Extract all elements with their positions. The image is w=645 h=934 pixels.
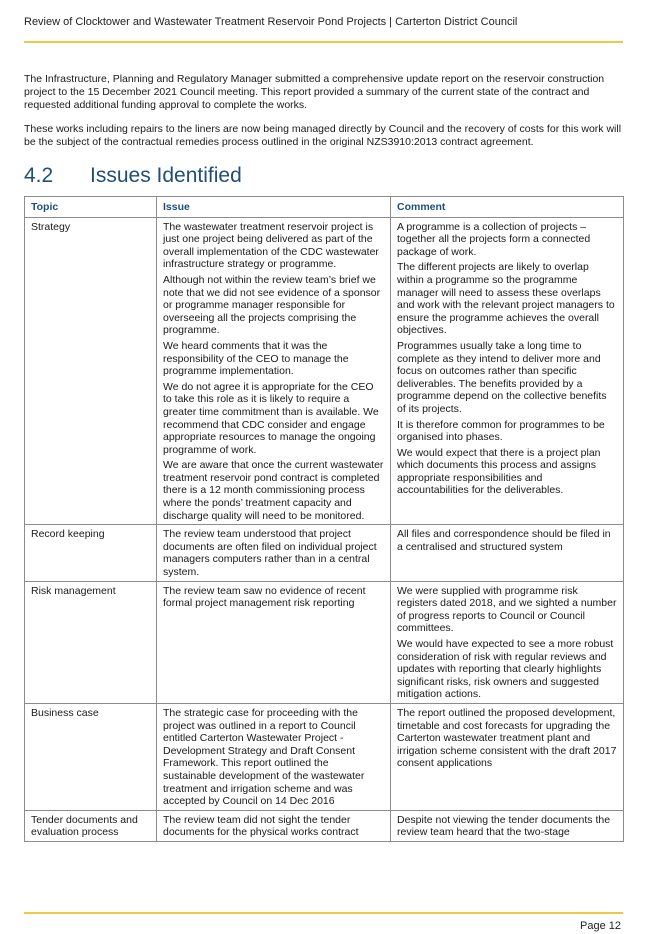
running-header: Review of Clocktower and Wastewater Treatment Reservoir Pond Projects | Carterton District Council [24, 16, 518, 28]
comment-paragraph: We were supplied with programme risk registers dated 2018, and we sighted a number of progress reports to Council or Council committees. [397, 584, 617, 635]
topic-cell: Business case [25, 703, 157, 810]
section-number: 4.2 [24, 164, 54, 187]
issue-cell [157, 217, 391, 525]
issues-table [24, 196, 624, 842]
comment-cell [391, 703, 624, 810]
comment-paragraph: We would expect that there is a project plan which documents this process and assigns appropriate responsibilities and accountabilities for the deliverables. [397, 446, 601, 497]
topic-cell: Tender documents and evaluation process [25, 810, 157, 841]
section-heading [24, 164, 242, 188]
comment-paragraph: All files and correspondence should be filed in a centralised and structured system [397, 528, 611, 553]
section-title: Issues Identified [90, 164, 242, 187]
table-header-row [25, 197, 624, 218]
comment-paragraph: A programme is a collection of projects – together all the projects form a connected package of work. [397, 220, 591, 258]
comment-cell [391, 810, 624, 841]
issue-cell [157, 581, 391, 703]
issue-paragraph: The review team understood that project documents are often filed on individual project managers computers rather than in a central system. [163, 528, 377, 579]
issue-paragraph: The review team did not sight the tender documents for the physical works contract [163, 813, 359, 839]
comment-cell [391, 525, 624, 581]
body-paragraph: These works including repairs to the liners are now being managed directly by Council and the recovery of costs for this work will be the subject of the contractual remedies process outlined in the original NZS3910:2013 contract agreement. [24, 123, 622, 148]
footer-rule [24, 912, 623, 914]
issue-cell [157, 525, 391, 581]
comment-paragraph: Despite not viewing the tender documents the review team heard that the two-stage [397, 813, 611, 839]
issue-paragraph: Although not within the review team’s brief we note that we did not see evidence of a sponsor or programme manager responsible for overseeing all the projects comprising the programme. [163, 273, 381, 337]
issue-paragraph: We heard comments that it was the responsibility of the CEO to manage the programme implementation. [163, 339, 349, 378]
topic-cell: Risk management [25, 581, 157, 703]
comment-cell [391, 217, 624, 525]
comment-paragraph: The report outlined the proposed development, timetable and cost forecasts for upgrading the Carterton wastewater treatment plant and irrigation scheme consistent with the draft 2017 consent applications [397, 706, 617, 770]
column-header-issue: Issue [157, 197, 391, 218]
table-row [25, 217, 624, 525]
issue-cell [157, 703, 391, 810]
issue-paragraph: We do not agree it is appropriate for the CEO to take this role as it is likely to require a greater time commitment than is available. We recommend that CDC consider and engage appropriate resources to manage the ongoing programme of work. [163, 380, 379, 456]
comment-paragraph: We would have expected to see a more robust consideration of risk with regular reviews and updates with reporting that clearly highlights significant risks, risk owners and suggested mitigation actions. [397, 638, 614, 701]
column-header-topic: Topic [25, 197, 157, 218]
issue-paragraph: The review team saw no evidence of recent formal project management risk reporting [163, 584, 366, 610]
issue-paragraph: The strategic case for proceeding with the project was outlined in a report to Council entitled Carterton Wastewater Project - Development Strategy and Draft Consent Framework. This report outlined the sustainable development of the wastewater treatment and irrigation scheme and was accepted by Council on 14 Dec 2016 [163, 706, 365, 808]
table-row [25, 703, 624, 810]
comment-paragraph: It is therefore common for programmes to be organised into phases. [397, 418, 605, 444]
table-row [25, 810, 624, 841]
body-paragraph: The Infrastructure, Planning and Regulatory Manager submitted a comprehensive update report on the reservoir construction project to the 15 December 2021 Council meeting. This report provided a summary of the current state of the contract and requested additional funding approval to complete the works. [24, 73, 605, 111]
table-row [25, 525, 624, 581]
column-header-comment: Comment [391, 197, 624, 218]
page-number: Page 12 [580, 920, 621, 932]
table-body [25, 217, 624, 841]
topic-cell: Strategy [25, 217, 157, 525]
table-row [25, 581, 624, 703]
comment-cell [391, 581, 624, 703]
issue-cell [157, 810, 391, 841]
issue-paragraph: We are aware that once the current wastewater treatment reservoir pond contract is completed there is a 12 month commissioning process where the ponds’ treatment capacity and discharge quality will need to be monitored. [163, 459, 384, 522]
issue-paragraph: The wastewater treatment reservoir project is just one project being delivered as part of the overall implementation of the CDC wastewater infrastructure strategy or programme. [163, 220, 379, 271]
topic-cell: Record keeping [25, 525, 157, 581]
comment-paragraph: The different projects are likely to overlap within a programme so the programme manager will need to assess these overlaps and work with the relevant project managers to ensure the programme achieves the overall objectives. [397, 261, 615, 337]
header-rule [24, 41, 623, 43]
comment-paragraph: Programmes usually take a long time to complete as they intend to deliver more and focus on outcomes rather than specific deliverables. The benefits provided by a programme depend on the collective benefits of its projects. [397, 339, 607, 415]
